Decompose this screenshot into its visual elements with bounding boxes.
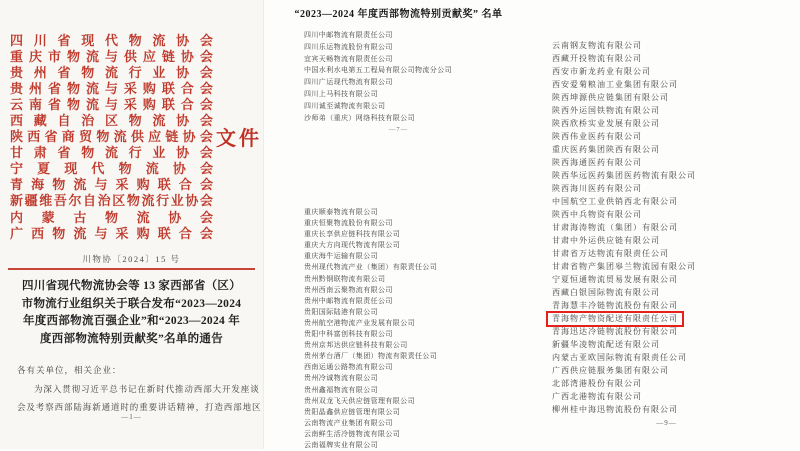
company-list-item: 北部湾港股份有限公司 [552, 379, 642, 388]
notice-title-line: 市物流行业组织关于联合发布“2023—2024 [21, 297, 242, 310]
association-name: 贵 州 省 物 流 行 业 协 会 [10, 64, 213, 80]
company-list-item: 贵州现代物流产业（集团）有限责任公司 [304, 263, 438, 272]
company-list-item: 贵阳国际陆港有限公司 [304, 307, 378, 316]
company-list-item: 西安市新龙药业有限公司 [552, 67, 651, 76]
company-list-item: 陕西海通医药有限公司 [552, 158, 642, 167]
document-label: 文件 [216, 128, 262, 150]
company-list-item: 贵州黔钢联物流有限公司 [304, 274, 386, 283]
company-list-item: 贵州鑫福物流有限公司 [304, 385, 378, 394]
company-list-item: 云南物流产业集团有限公司 [304, 418, 393, 427]
association-name: 青 海 物 流 与 采 购 联 合 会 [10, 177, 213, 193]
notice-title [0, 278, 263, 348]
notice-body-line: 为深入贯彻习近平总书记在新时代推动西部大开发座谈 [34, 384, 260, 394]
highlighted-company-item: 青海物产物资配送有限责任公司 [552, 314, 678, 323]
company-list-item: 重庆顺泰物流有限公司 [304, 208, 378, 216]
company-list-item: 四川广运现代物流有限公司 [304, 78, 393, 87]
company-list-item: 沙师弟（重庆）网络科技有限公司 [304, 113, 415, 122]
company-list-item: 内蒙古亚欧国际物流有限责任公司 [552, 353, 687, 362]
company-list-item: 中国航空工业供销西北有限公司 [552, 197, 678, 206]
company-list-item: 贵州中邮物流有限责任公司 [304, 296, 393, 305]
reference-number: 川物协〔2024〕15 号 [82, 254, 181, 264]
company-list-item: 广西北港物流有限公司 [552, 392, 642, 401]
notice-body-line: 会及考察西部陆海新通道时的重要讲话精神，打造西部地区 [17, 402, 262, 412]
company-list-item: 甘肃海涛物流（集团）有限公司 [552, 223, 678, 232]
company-list-item: 四川上马科技有限公司 [304, 89, 378, 98]
company-list-item: 陕西中兵物资有限公司 [552, 210, 642, 219]
company-list-item: 贵州双龙飞天供应链管理有限公司 [304, 396, 415, 405]
notice-title-line: 度西部物流特别贡献奖”名单的通告 [39, 332, 224, 345]
notice-title-line: 四川省现代物流协会等 13 家西部省（区） [21, 280, 242, 292]
company-list-item: 西南运通公路物流有限公司 [304, 363, 393, 372]
award-list-title: “2023—2024 年度西部物流特别贡献奖” 名单 [294, 9, 503, 20]
company-list-item: 陕西海川医药有限公司 [552, 184, 642, 193]
company-list-item: 重庆恒聚物流股份有限公司 [304, 219, 393, 228]
company-list-item: 陕西伟业医药有限公司 [552, 132, 642, 141]
company-list-item: 青海迅达冷链物流股份有限公司 [552, 327, 678, 336]
association-name: 内 蒙 古 物 流 协 会 [10, 209, 213, 225]
page-number-1: —1— [121, 413, 142, 421]
company-list-item: 陕西华远医药集团医药物流有限公司 [552, 171, 696, 180]
association-name: 甘 肃 省 物 流 行 业 协 会 [10, 145, 213, 161]
association-name: 云 南 省 物 流 与 采 购 联 合 会 [10, 96, 213, 112]
company-list-item: 四川乐运物流股份有限公司 [304, 42, 393, 51]
company-list-item: 贵州冷诚物流有限公司 [304, 374, 378, 383]
company-list-item: 四川中邮物流有限责任公司 [304, 31, 393, 39]
award-list-page-right [533, 0, 800, 449]
company-list-item: 贵阳晶鑫供应链管理有限公司 [304, 407, 401, 416]
company-list-item: 贵阳中科富创科技有限公司 [304, 330, 393, 339]
company-list-item: 贵州茅台酒厂（集团）物流有限责任公司 [304, 352, 438, 361]
association-name: 四 川 省 现 代 物 流 协 会 [10, 32, 213, 48]
company-list-item: 陕西坤源供应链集团有限公司 [552, 93, 669, 102]
company-list-item: 柳州桂中海迅物流股份有限公司 [552, 405, 678, 414]
association-name: 陕 西 省 商 贸 物 流 供 应 链 协 会 [10, 129, 213, 145]
company-list-item: 陕西外运国铁物流有限公司 [552, 106, 660, 115]
company-list-item: 广西供应链服务集团有限公司 [552, 366, 669, 375]
page-number-7: —7— [388, 126, 409, 133]
company-list-item: 宁夏恒通物流贸易发展有限公司 [552, 275, 678, 284]
company-list-item: 贵州航空港物流产业发展有限公司 [304, 318, 415, 327]
company-list-item: 新疆华凌物流配送有限公司 [552, 340, 660, 349]
company-list-item: 甘肃中外运供应链有限公司 [552, 236, 660, 245]
company-list-item: 西藏开投物流有限公司 [552, 54, 642, 63]
company-list-item: 中国水利水电第五工程局有限公司物流分公司 [304, 66, 452, 75]
company-list-item: 青海慧丰冷链物流股份有限公司 [552, 301, 678, 310]
association-name: 广 西 物 流 与 采 购 联 合 会 [10, 225, 213, 241]
company-list-item: 云南福牌实业有限公司 [304, 440, 378, 449]
award-list-page-middle [264, 0, 533, 449]
company-list-chongqing-guizhou-yunnan [304, 207, 437, 451]
company-list-item: 贵州京邦达供应链科技有限公司 [304, 341, 408, 350]
association-name: 宁 夏 现 代 物 流 协 会 [10, 161, 213, 177]
company-list-item: 重庆海牛运输有限公司 [304, 252, 378, 261]
company-list-item: 甘肃省万达物流有限责任公司 [552, 249, 669, 258]
company-list-item: 西藏白银国际物流有限公司 [552, 288, 660, 297]
company-list-west-provinces [552, 39, 696, 416]
issuing-associations-list [10, 31, 213, 240]
page-number-9: —9— [656, 419, 677, 427]
official-document-page [0, 0, 264, 449]
notice-body [17, 380, 262, 416]
association-name: 新 疆 维 吾 尔 自 治 区 物 流 行 业 协 会 [10, 193, 213, 209]
red-divider-line [8, 268, 255, 270]
company-list-item: 西安爱菊粮油工业集团有限公司 [552, 80, 678, 89]
company-list-item: 甘肃省物产集团皋兰物流园有限公司 [552, 262, 696, 271]
company-list-item: 云南钢友物流有限公司 [552, 41, 642, 50]
association-name: 贵 州 省 物 流 与 采 购 联 合 会 [10, 80, 213, 96]
notice-title-line: 年度西部物流百强企业”和“2023—2024 年 [22, 315, 241, 328]
association-name: 重 庆 市 物 流 与 供 应 链 协 会 [10, 48, 213, 64]
salutation: 各有关单位，相关企业： [17, 365, 122, 375]
company-list-item: 重庆大方向现代物流有限公司 [304, 241, 401, 250]
company-list-item: 云南鲜生活冷链物流有限公司 [304, 429, 401, 438]
association-name: 西 藏 自 治 区 物 流 协 会 [10, 113, 213, 129]
company-list-item: 四川诚至诚物流有限公司 [304, 101, 386, 110]
company-list-item: 宜宾天畅物流有限责任公司 [304, 54, 393, 63]
company-list-item: 陕西欣桥实业发展有限公司 [552, 119, 660, 128]
company-list-item: 重庆长享供应链科技有限公司 [304, 230, 401, 239]
company-list-item: 重庆医药集团陕西有限公司 [552, 145, 660, 154]
company-list-sichuan [304, 30, 452, 124]
company-list-item: 贵州西南云聚物流有限公司 [304, 285, 393, 294]
